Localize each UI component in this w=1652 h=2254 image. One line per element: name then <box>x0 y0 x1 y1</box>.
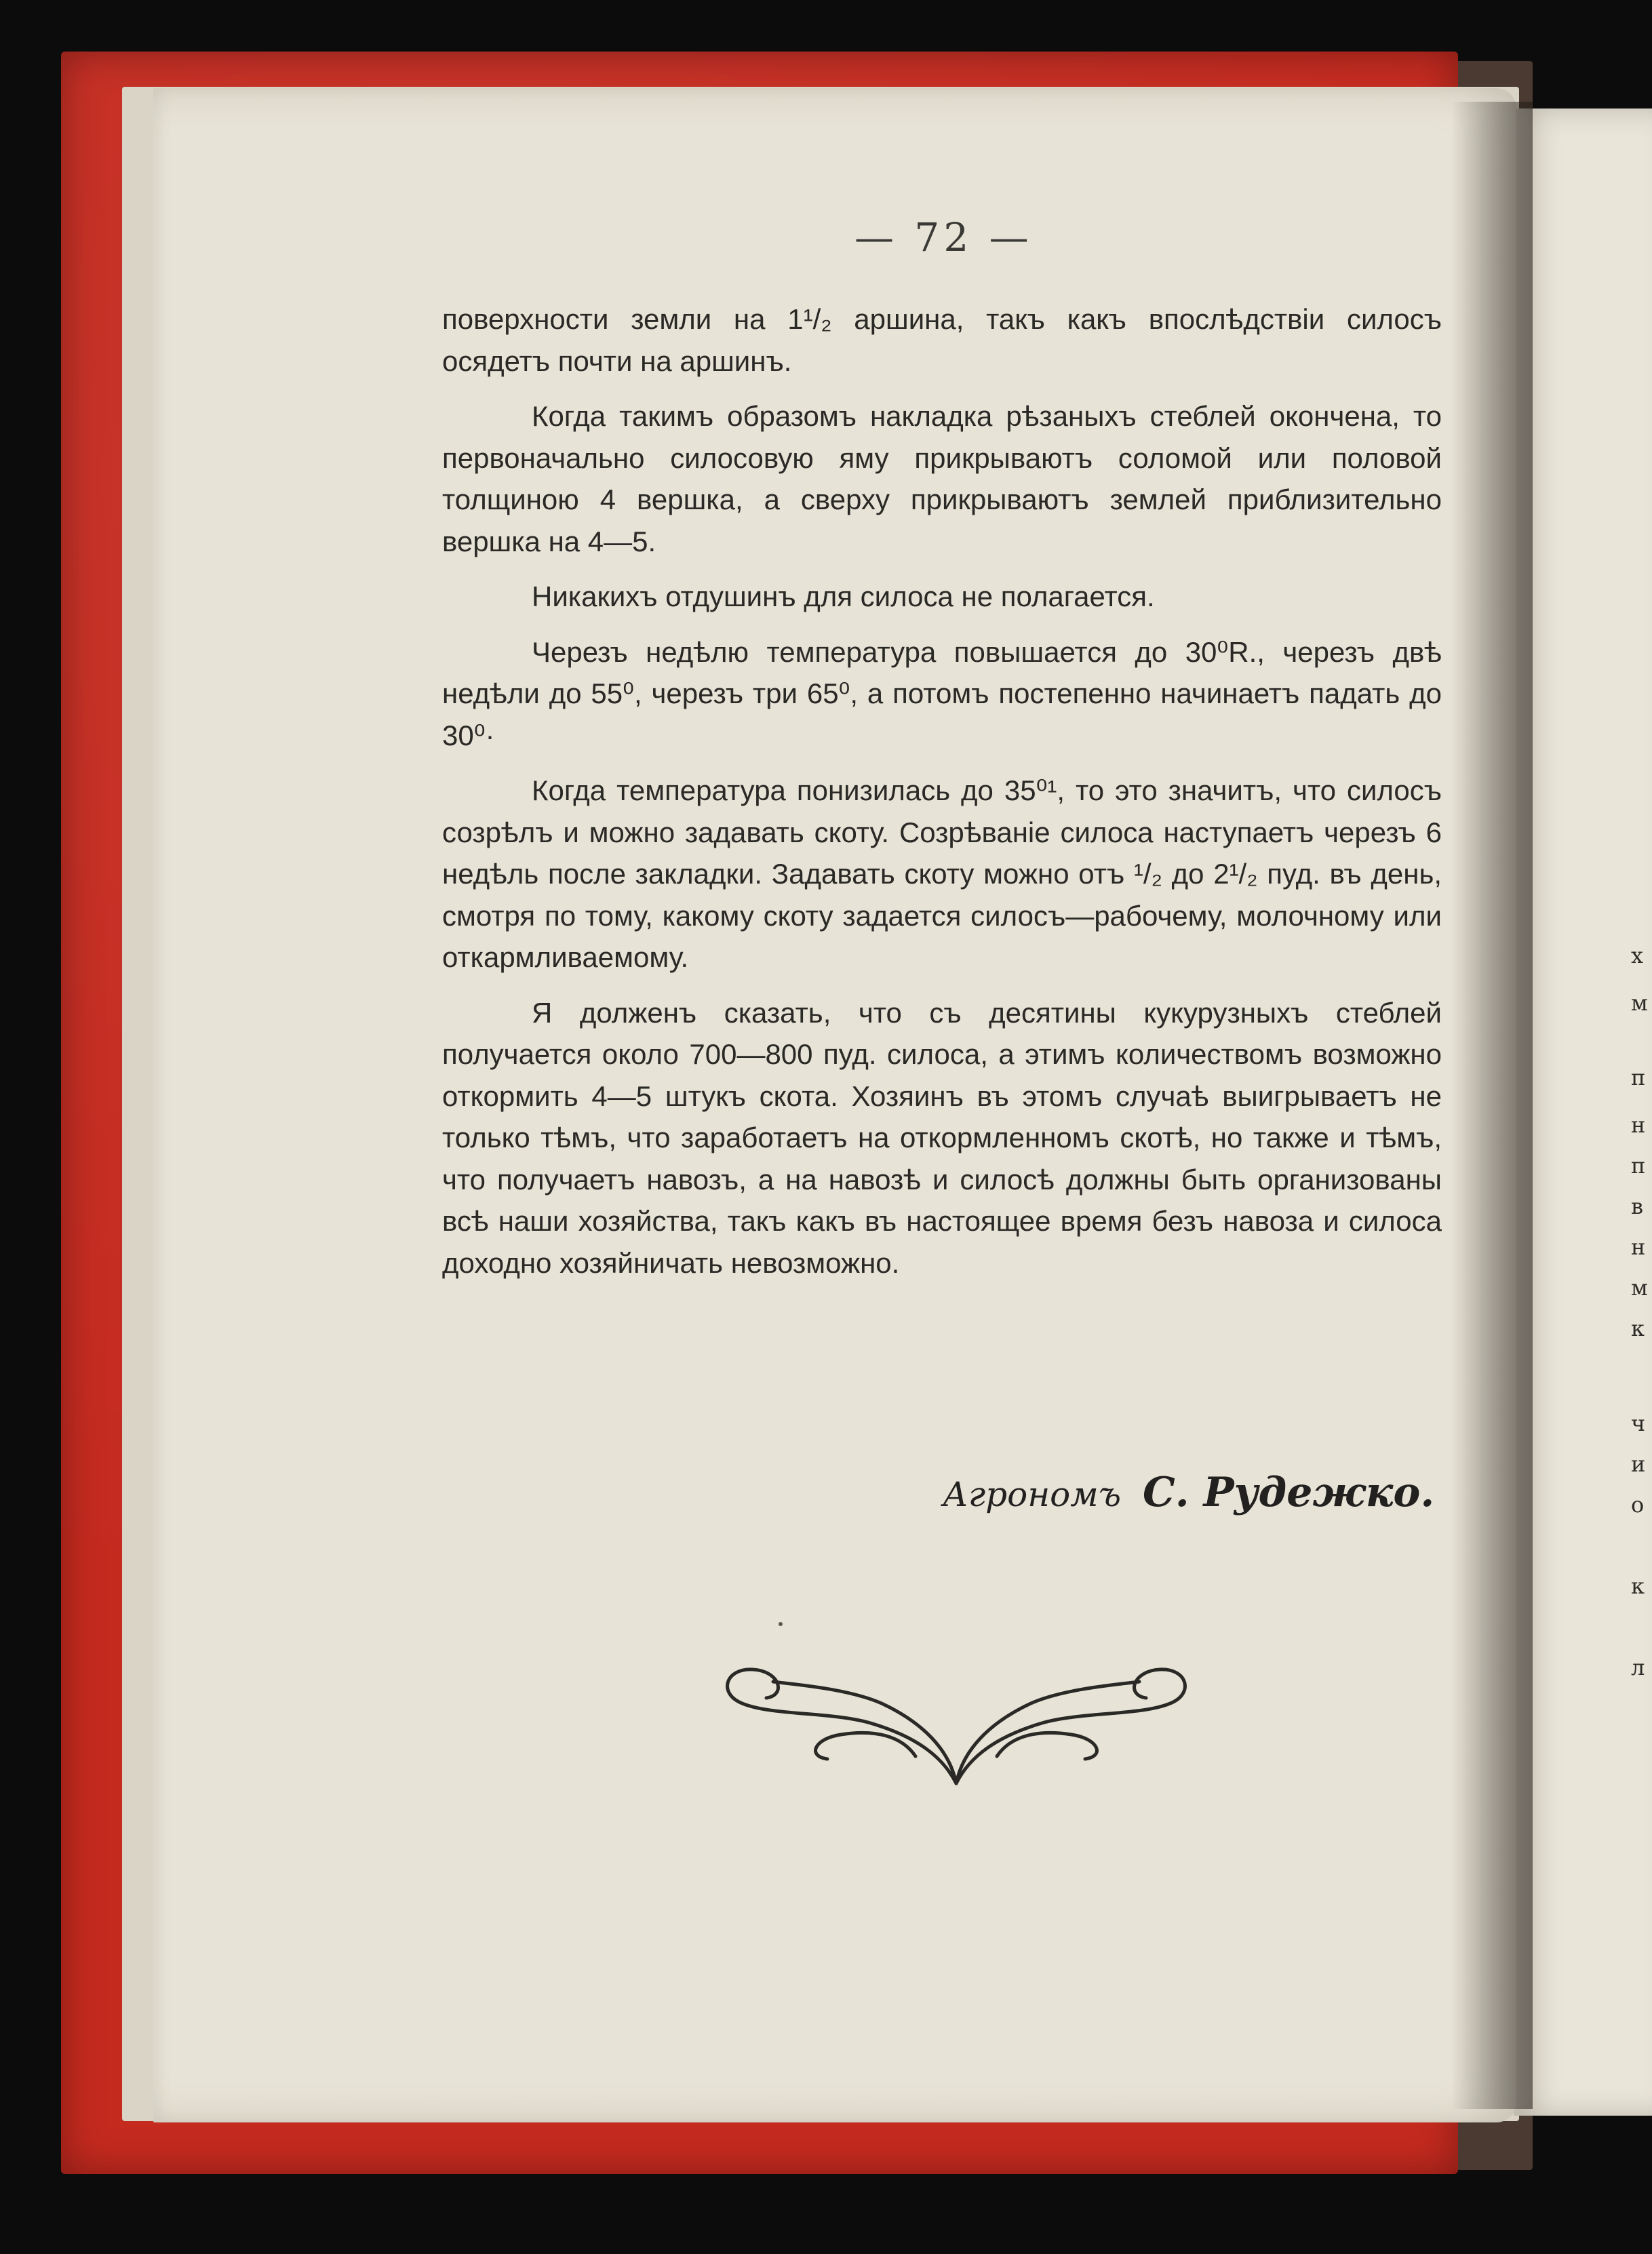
facing-letter: х <box>1631 943 1644 968</box>
paragraph: Я долженъ сказать, что съ десятины кукурузныхъ стеблей получается около 700—800 пуд. силоса, а этимъ количествомъ возможно откормить 4—5 штукъ скота. Хозяинъ въ этомъ случаѣ выигрываетъ не только тѣмъ, что заработаетъ на откормленномъ скотѣ, но также и тѣмъ, что получаетъ навозъ, а на навозѣ и силосѣ должны быть организованы всѣ наши хозяйства, такъ какъ въ настоящее время безъ навоза и силоса доходно хозяйничать невозможно. <box>442 996 1442 1279</box>
signature-title: Агрономъ <box>943 1475 1122 1514</box>
facing-page-letters <box>1631 943 1651 1688</box>
page-number: — 72 — <box>854 214 1033 260</box>
facing-letter: л <box>1631 1655 1645 1680</box>
facing-letter: м <box>1631 1275 1648 1301</box>
facing-letter: п <box>1631 1153 1646 1179</box>
paragraph: Черезъ недѣлю температура повышается до 30⁰R., черезъ двѣ недѣли до 55⁰, черезъ три 65⁰, а потомъ постепенно начинаетъ падать до 30⁰· <box>442 635 1442 751</box>
facing-letter: п <box>1631 1065 1646 1090</box>
paragraph: Когда температура понизилась до 35⁰¹, то это значитъ, что силосъ созрѣлъ и можно задавать скоту. Созрѣваніе силоса наступаетъ черезъ 6 недѣль после закладки. Задавать скоту можно отъ ¹/₂ до 2¹/₂ пуд. въ день, смотря по тому, какому скоту задается силосъ—рабочему, молочному или откармливаемому. <box>442 774 1442 973</box>
facing-letter: н <box>1631 1112 1646 1138</box>
facing-letter: ч <box>1631 1410 1646 1436</box>
paragraph: поверхности земли на 1¹/₂ аршина, такъ какъ впослѣдствіи силосъ осядетъ почти на аршинъ. <box>442 303 1442 377</box>
signature-name: С. Рудежко. <box>1142 1469 1435 1516</box>
paper-speck <box>779 1622 783 1626</box>
paragraph: Никакихъ отдушинъ для силоса не полагается. <box>532 580 1155 612</box>
facing-letter: в <box>1631 1193 1644 1219</box>
facing-letter: к <box>1631 1316 1645 1341</box>
paragraph: Когда такимъ образомъ накладка рѣзаныхъ стеблей окончена, то первоначально силосовую яму прикрываютъ соломой или половой толщиною 4 вершка, а сверху прикрываютъ землей приблизительно вершка на 4—5. <box>442 400 1442 557</box>
facing-letter: н <box>1631 1234 1646 1260</box>
ornament-icon <box>712 1655 1200 1790</box>
facing-letter: и <box>1631 1451 1646 1477</box>
page-gutter-shadow <box>1451 102 1533 2109</box>
signature <box>943 1469 1434 1516</box>
facing-letter: к <box>1631 1573 1645 1599</box>
facing-letter: м <box>1631 990 1648 1016</box>
facing-letter: о <box>1631 1492 1645 1518</box>
body-text <box>442 298 1442 1297</box>
